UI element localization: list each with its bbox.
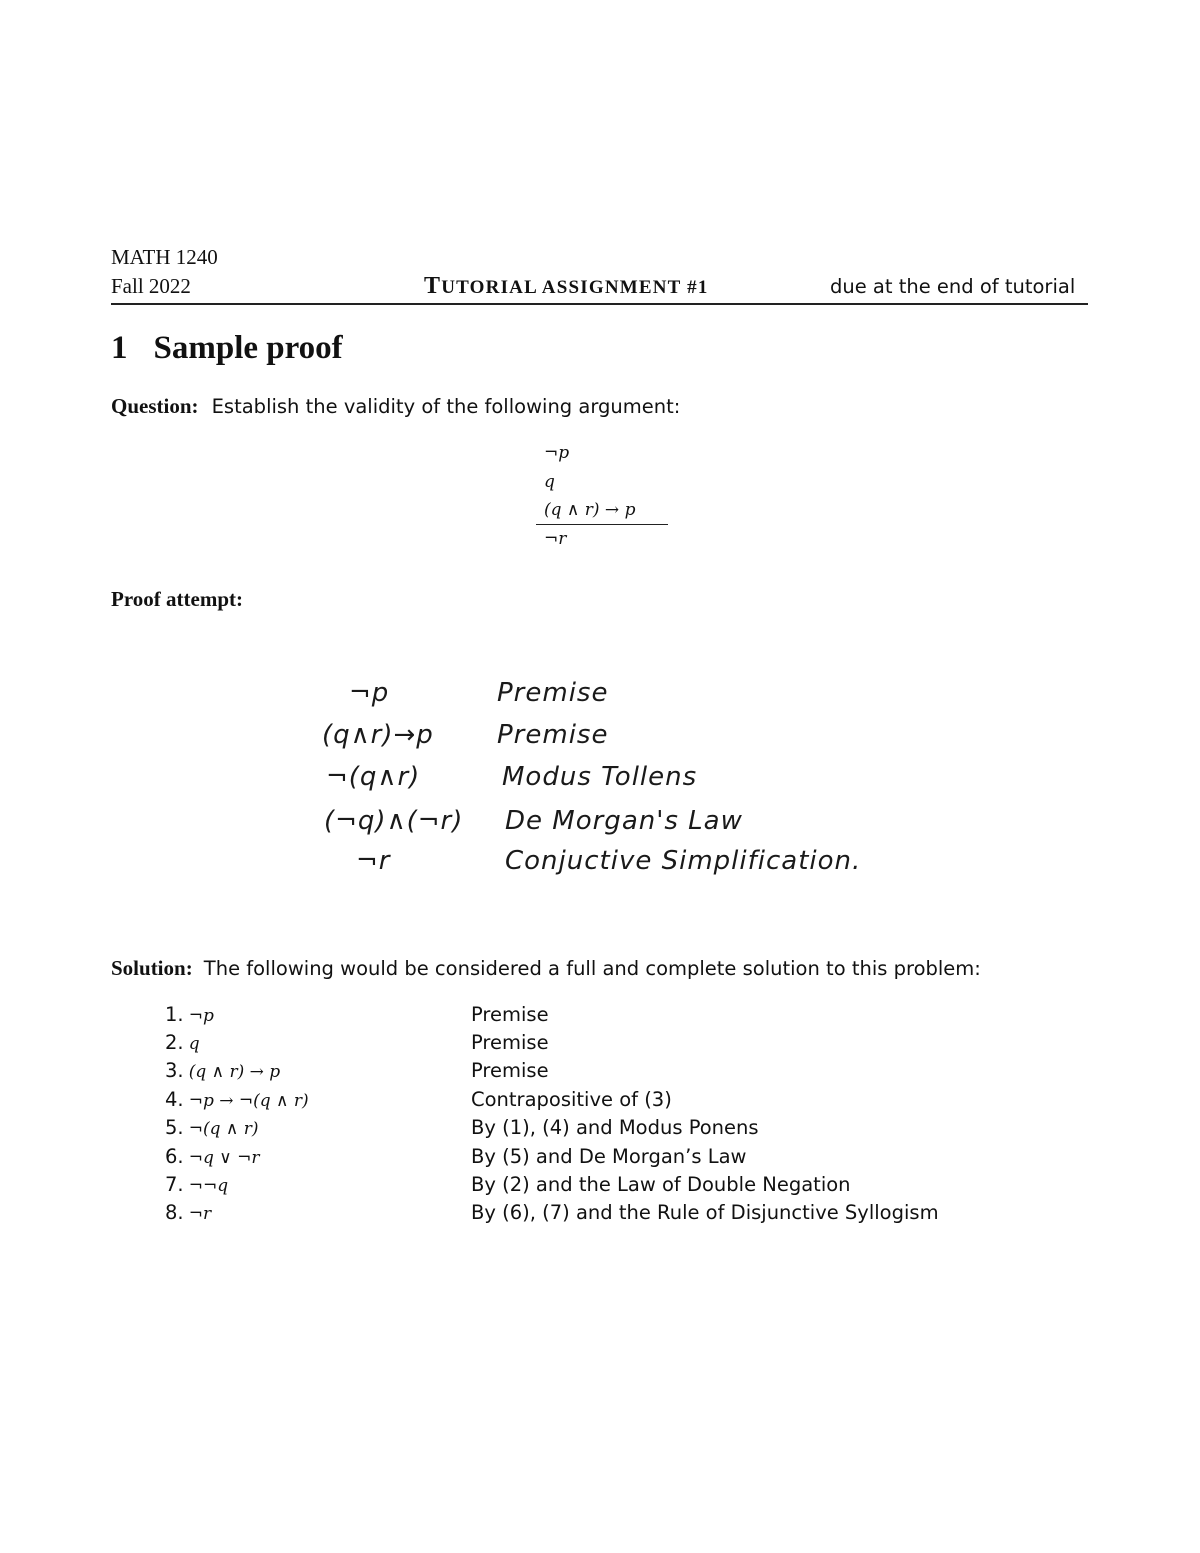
step-reason: By (2) and the Law of Double Negation — [471, 1173, 851, 1196]
handwritten-formula-5: ¬r — [356, 846, 391, 876]
handwritten-formula-4: (¬q)∧(¬r) — [324, 806, 464, 836]
solution-step-4 — [165, 1088, 1065, 1114]
handwritten-reason-1: Premise — [497, 678, 609, 708]
solution-step-8 — [165, 1201, 1065, 1227]
term: Fall 2022 — [111, 274, 191, 298]
conclusion-rule — [536, 524, 668, 525]
step-reason: By (6), (7) and the Rule of Disjunctive Syllogism — [471, 1201, 939, 1224]
premise-1: ¬p — [544, 443, 570, 463]
question-label: Question: — [111, 394, 199, 418]
step-number: 1. — [165, 1003, 184, 1026]
step-reason: Contrapositive of (3) — [471, 1088, 672, 1111]
handwritten-formula-3: ¬(q∧r) — [326, 762, 421, 792]
premise-3: (q ∧ r) → p — [544, 500, 636, 520]
handwritten-reason-4: De Morgan's Law — [505, 806, 743, 836]
step-reason: Premise — [471, 1003, 549, 1026]
handwritten-reason-3: Modus Tollens — [502, 762, 698, 792]
conclusion: ¬r — [544, 529, 567, 549]
question-paragraph — [111, 394, 680, 419]
step-formula: ¬¬q — [188, 1176, 229, 1196]
step-reason: By (5) and De Morgan’s Law — [471, 1145, 747, 1168]
step-formula: ¬q ∨ ¬r — [188, 1148, 260, 1168]
solution-text: The following would be considered a full and complete solution to this problem: — [203, 957, 981, 980]
header-rule — [111, 303, 1088, 305]
attempt-label: Proof attempt: — [111, 587, 243, 611]
solution-step-6 — [165, 1145, 1065, 1171]
step-reason: Premise — [471, 1059, 549, 1082]
step-formula: ¬r — [188, 1204, 212, 1224]
step-number: 2. — [165, 1031, 184, 1054]
step-reason: By (1), (4) and Modus Ponens — [471, 1116, 759, 1139]
step-formula: ¬(q ∧ r) — [188, 1119, 259, 1139]
step-number: 6. — [165, 1145, 184, 1168]
handwritten-reason-2: Premise — [497, 720, 609, 750]
step-number: 3. — [165, 1059, 184, 1082]
solution-step-1 — [165, 1003, 1065, 1029]
question-text: Establish the validity of the following argument: — [211, 395, 681, 418]
solution-paragraph — [111, 956, 981, 981]
solution-label: Solution: — [111, 956, 193, 980]
solution-step-5 — [165, 1116, 1065, 1142]
step-number: 5. — [165, 1116, 184, 1139]
course-code: MATH 1240 — [111, 245, 218, 269]
solution-step-2 — [165, 1031, 1065, 1057]
premise-2: q — [544, 472, 555, 492]
due-note: due at the end of tutorial — [830, 275, 1076, 298]
handwritten-reason-5: Conjuctive Simplification. — [505, 846, 862, 876]
assignment-title-rest: UTORIAL ASSIGNMENT #1 — [441, 277, 709, 298]
step-formula: q — [188, 1034, 200, 1054]
section-title: Sample proof — [153, 330, 343, 366]
solution-step-3 — [165, 1059, 1065, 1085]
step-reason: Premise — [471, 1031, 549, 1054]
handwritten-formula-1: ¬p — [349, 678, 390, 708]
step-formula: ¬p — [188, 1006, 214, 1026]
section-heading — [111, 330, 343, 367]
step-formula: (q ∧ r) → p — [188, 1062, 281, 1082]
assignment-title — [424, 273, 709, 300]
handwritten-formula-2: (q∧r)→p — [322, 720, 434, 750]
step-number: 4. — [165, 1088, 184, 1111]
step-formula: ¬p → ¬(q ∧ r) — [188, 1091, 309, 1111]
step-number: 8. — [165, 1201, 184, 1224]
assignment-title-initial: T — [424, 273, 442, 299]
solution-step-7 — [165, 1173, 1065, 1199]
section-number: 1 — [111, 330, 128, 366]
step-number: 7. — [165, 1173, 184, 1196]
